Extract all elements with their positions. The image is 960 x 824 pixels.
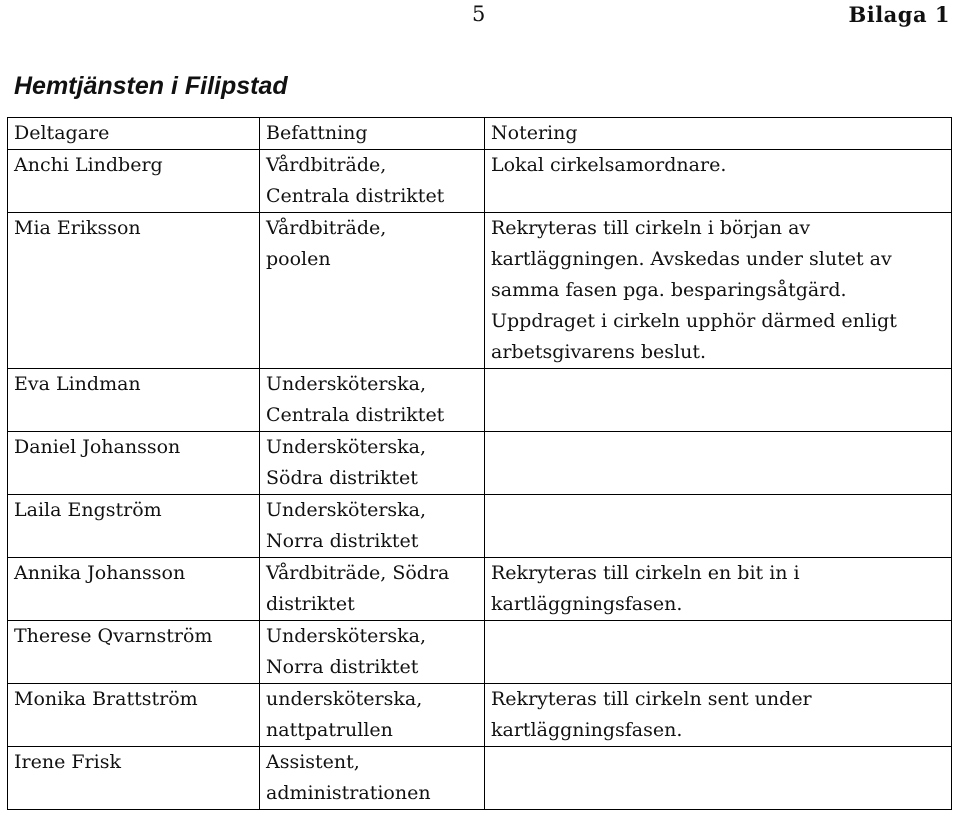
table-row bbox=[8, 684, 952, 747]
note-line: Rekryteras till cirkeln sent under bbox=[491, 688, 812, 710]
position-line: Södra distriktet bbox=[266, 467, 418, 489]
note-line: Lokal cirkelsamordnare. bbox=[491, 154, 727, 176]
participant-name-cell bbox=[8, 558, 260, 621]
note-line: kartläggningsfasen. bbox=[491, 719, 683, 741]
position-cell bbox=[260, 432, 485, 495]
position-line: undersköterska, bbox=[266, 688, 423, 710]
participant-name-cell bbox=[8, 213, 260, 369]
position-cell bbox=[260, 369, 485, 432]
participant-name-cell bbox=[8, 747, 260, 810]
position-line: Undersköterska, bbox=[266, 373, 427, 395]
note-cell bbox=[485, 150, 952, 213]
participant-name: Eva Lindman bbox=[14, 373, 141, 395]
participant-name: Daniel Johansson bbox=[14, 436, 181, 458]
position-line: Assistent, bbox=[266, 751, 360, 773]
position-line: distriktet bbox=[266, 593, 355, 615]
table-row bbox=[8, 432, 952, 495]
position-line: Norra distriktet bbox=[266, 656, 419, 678]
position-line: Undersköterska, bbox=[266, 499, 427, 521]
table-row bbox=[8, 747, 952, 810]
participant-name: Laila Engström bbox=[14, 499, 162, 521]
page-number: 5 bbox=[472, 2, 486, 26]
position-cell bbox=[260, 684, 485, 747]
note-cell bbox=[485, 747, 952, 810]
participant-name: Mia Eriksson bbox=[14, 217, 141, 239]
note-line: Rekryteras till cirkeln i början av bbox=[491, 217, 811, 239]
participant-name: Irene Frisk bbox=[14, 751, 121, 773]
position-line: administrationen bbox=[266, 782, 431, 804]
position-cell bbox=[260, 558, 485, 621]
table-row bbox=[8, 495, 952, 558]
page-title: Hemtjänsten i Filipstad bbox=[14, 72, 288, 100]
table-row bbox=[8, 621, 952, 684]
participant-name: Annika Johansson bbox=[14, 562, 186, 584]
position-cell bbox=[260, 621, 485, 684]
participant-name-cell bbox=[8, 432, 260, 495]
position-line: Centrala distriktet bbox=[266, 185, 445, 207]
note-cell bbox=[485, 369, 952, 432]
position-cell bbox=[260, 150, 485, 213]
table-row bbox=[8, 213, 952, 369]
position-line: Norra distriktet bbox=[266, 530, 419, 552]
position-line: Vårdbiträde, bbox=[266, 154, 387, 176]
note-line: samma fasen pga. besparingsåtgärd. bbox=[491, 279, 847, 301]
note-line: kartläggningsfasen. bbox=[491, 593, 683, 615]
table-row bbox=[8, 150, 952, 213]
column-header-note: Notering bbox=[485, 118, 952, 150]
participant-name-cell bbox=[8, 495, 260, 558]
column-header-position: Befattning bbox=[260, 118, 485, 150]
note-cell bbox=[485, 213, 952, 369]
participant-name-cell bbox=[8, 369, 260, 432]
position-line: Vårdbiträde, Södra bbox=[266, 562, 450, 584]
note-cell bbox=[485, 621, 952, 684]
position-line: Undersköterska, bbox=[266, 436, 427, 458]
participant-name: Monika Brattström bbox=[14, 688, 198, 710]
table-row bbox=[8, 558, 952, 621]
appendix-label: Bilaga 1 bbox=[848, 2, 950, 27]
note-cell bbox=[485, 432, 952, 495]
table-header-row bbox=[8, 118, 952, 150]
position-cell bbox=[260, 495, 485, 558]
position-line: Centrala distriktet bbox=[266, 404, 445, 426]
participants-table bbox=[7, 117, 952, 810]
position-cell bbox=[260, 747, 485, 810]
position-line: poolen bbox=[266, 248, 331, 270]
table-body bbox=[8, 150, 952, 810]
participant-name-cell bbox=[8, 150, 260, 213]
note-line: Uppdraget i cirkeln upphör därmed enligt bbox=[491, 310, 897, 332]
participant-name-cell bbox=[8, 621, 260, 684]
note-cell bbox=[485, 684, 952, 747]
column-header-participant: Deltagare bbox=[8, 118, 260, 150]
note-cell bbox=[485, 495, 952, 558]
note-line: arbetsgivarens beslut. bbox=[491, 341, 707, 363]
note-line: kartläggningen. Avskedas under slutet av bbox=[491, 248, 892, 270]
participant-name: Anchi Lindberg bbox=[14, 154, 163, 176]
note-cell bbox=[485, 558, 952, 621]
note-line: Rekryteras till cirkeln en bit in i bbox=[491, 562, 800, 584]
table-row bbox=[8, 369, 952, 432]
participant-name-cell bbox=[8, 684, 260, 747]
position-line: Undersköterska, bbox=[266, 625, 427, 647]
participant-name: Therese Qvarnström bbox=[14, 625, 213, 647]
position-line: nattpatrullen bbox=[266, 719, 393, 741]
position-line: Vårdbiträde, bbox=[266, 217, 387, 239]
position-cell bbox=[260, 213, 485, 369]
